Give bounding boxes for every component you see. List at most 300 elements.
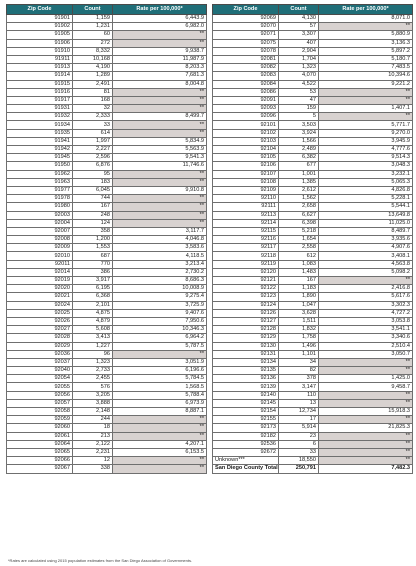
rate-cell: **	[113, 96, 207, 104]
rate-cell: 3,945.9	[319, 137, 413, 145]
zip-code-cell: 92182	[213, 432, 279, 440]
rate-cell: 3,048.3	[319, 162, 413, 170]
table-row	[7, 358, 207, 366]
zip-code-cell: 92128	[213, 326, 279, 334]
zip-code-cell: San Diego County Total	[213, 465, 279, 473]
table-row	[213, 342, 413, 350]
zip-table-left	[6, 4, 207, 474]
rate-cell: 4,777.6	[319, 146, 413, 154]
count-cell: 1,323	[279, 64, 319, 72]
table-row	[7, 129, 207, 137]
rate-cell: 11,746.6	[113, 162, 207, 170]
zip-code-cell: 92081	[213, 55, 279, 63]
count-cell: 1,101	[279, 350, 319, 358]
table-row	[7, 391, 207, 399]
zip-code-cell: 92084	[213, 80, 279, 88]
rate-cell: 2,730.2	[113, 268, 207, 276]
zip-code-cell: 92027	[7, 326, 73, 334]
rate-cell: 8,489.7	[319, 227, 413, 235]
table-row	[213, 244, 413, 252]
zip-code-cell: 92020	[7, 285, 73, 293]
table-row	[213, 137, 413, 145]
count-cell: 6,195	[73, 285, 113, 293]
zip-code-cell: 92115	[213, 227, 279, 235]
zip-code-cell: 92140	[213, 391, 279, 399]
table-row	[7, 88, 207, 96]
count-cell: 6,045	[73, 186, 113, 194]
table-row	[213, 285, 413, 293]
zip-code-cell: 92123	[213, 293, 279, 301]
rate-cell: 5,065.3	[319, 178, 413, 186]
table-row	[213, 424, 413, 432]
rate-cell: 6,153.5	[113, 448, 207, 456]
zip-code-cell: 92067	[7, 465, 73, 473]
count-cell: 6	[279, 440, 319, 448]
rate-cell: **	[113, 416, 207, 424]
zip-code-cell: 92134	[213, 358, 279, 366]
zip-code-cell: 92130	[213, 342, 279, 350]
zip-code-cell: 92058	[7, 408, 73, 416]
count-cell: 6,627	[279, 211, 319, 219]
table-row	[213, 350, 413, 358]
count-cell: 3,503	[279, 121, 319, 129]
zip-code-cell: 92029	[7, 342, 73, 350]
count-cell: 386	[73, 268, 113, 276]
zip-code-cell: 91932	[7, 113, 73, 121]
zip-code-cell: 92105	[213, 154, 279, 162]
table-row	[7, 350, 207, 358]
zip-code-cell: 92103	[213, 137, 279, 145]
rate-cell: 7,681.3	[113, 72, 207, 80]
table-row	[213, 15, 413, 23]
zip-code-cell: 92060	[7, 424, 73, 432]
rate-cell: 5,098.2	[319, 268, 413, 276]
table-row	[7, 383, 207, 391]
table-row	[7, 72, 207, 80]
count-cell: 3,888	[73, 399, 113, 407]
zip-code-cell: 92145	[213, 399, 279, 407]
rate-cell: **	[319, 96, 413, 104]
table-row	[213, 211, 413, 219]
rate-cell: 8,004.8	[113, 80, 207, 88]
rate-cell: 13,649.8	[319, 211, 413, 219]
rate-cell: 6,443.9	[113, 15, 207, 23]
zip-code-cell: 92129	[213, 334, 279, 342]
table-row	[213, 178, 413, 186]
count-cell: 1,890	[279, 293, 319, 301]
table-row	[213, 399, 413, 407]
count-cell: 10,168	[73, 55, 113, 63]
table-row	[213, 457, 413, 465]
count-cell: 3,147	[279, 383, 319, 391]
rate-cell: **	[319, 432, 413, 440]
count-cell: 12	[73, 457, 113, 465]
zip-code-cell: 92082	[213, 64, 279, 72]
count-cell: 1,553	[73, 244, 113, 252]
zip-code-cell: 91945	[7, 154, 73, 162]
zip-code-cell: 92056	[7, 391, 73, 399]
rate-cell: 6,196.6	[113, 367, 207, 375]
count-cell: 57	[279, 23, 319, 31]
zip-code-cell: 91914	[7, 72, 73, 80]
count-cell: 82	[279, 367, 319, 375]
count-cell: 47	[279, 96, 319, 104]
count-cell: 1,083	[279, 260, 319, 268]
rate-cell: 9,541.3	[113, 154, 207, 162]
table-row	[213, 293, 413, 301]
count-cell: 1,231	[73, 23, 113, 31]
rate-cell: 10,394.6	[319, 72, 413, 80]
rate-cell: 9,275.4	[113, 293, 207, 301]
count-cell: 1,562	[279, 195, 319, 203]
count-cell: 168	[73, 96, 113, 104]
count-cell: 159	[279, 105, 319, 113]
count-header: Count	[73, 5, 113, 15]
rate-cell: 9,514.3	[319, 154, 413, 162]
table-row	[7, 39, 207, 47]
zip-code-cell: 92672	[213, 448, 279, 456]
rate-cell: **	[319, 399, 413, 407]
zip-code-cell: 92014	[7, 268, 73, 276]
zip-code-cell: 91902	[7, 23, 73, 31]
table-row	[213, 80, 413, 88]
count-cell: 250,791	[279, 465, 319, 473]
zip-code-cell: 92055	[7, 383, 73, 391]
table-row	[7, 80, 207, 88]
count-cell: 8,332	[73, 47, 113, 55]
table-row	[7, 334, 207, 342]
table-row	[7, 244, 207, 252]
zip-code-cell: 92136	[213, 375, 279, 383]
count-cell: 2,904	[279, 47, 319, 55]
count-cell: 1,227	[73, 342, 113, 350]
rate-cell: 4,563.8	[319, 260, 413, 268]
table-row	[7, 448, 207, 456]
rate-cell: **	[319, 416, 413, 424]
table-row	[213, 23, 413, 31]
table-row	[7, 23, 207, 31]
rate-cell: 10,346.3	[113, 326, 207, 334]
table-row	[213, 260, 413, 268]
count-cell: 33	[73, 121, 113, 129]
table-row	[7, 342, 207, 350]
rate-cell: 9,270.0	[319, 129, 413, 137]
zip-code-cell: 91977	[7, 186, 73, 194]
table-row	[213, 72, 413, 80]
rate-cell: 11,025.0	[319, 219, 413, 227]
table-row	[7, 236, 207, 244]
count-cell: 5,218	[279, 227, 319, 235]
count-cell: 81	[73, 88, 113, 96]
zip-code-cell: 92057	[7, 399, 73, 407]
rate-cell: **	[319, 457, 413, 465]
table-row	[7, 55, 207, 63]
zip-table-right	[212, 4, 413, 474]
zip-code-cell: 92131	[213, 350, 279, 358]
zip-code-cell: 92054	[7, 375, 73, 383]
table-row	[213, 367, 413, 375]
count-cell: 34	[279, 358, 319, 366]
rate-cell: **	[113, 121, 207, 129]
zip-code-cell: 92116	[213, 236, 279, 244]
zip-code-cell: 92102	[213, 129, 279, 137]
zip-code-cell: 91913	[7, 64, 73, 72]
count-cell: 2,558	[279, 244, 319, 252]
rate-cell: 3,935.6	[319, 236, 413, 244]
rate-cell: 8,071.0	[319, 15, 413, 23]
rate-cell: 8,686.3	[113, 277, 207, 285]
rate-cell: 3,340.6	[319, 334, 413, 342]
count-cell: 244	[73, 416, 113, 424]
zip-code-header: Zip Code	[213, 5, 279, 15]
count-cell: 2,227	[73, 146, 113, 154]
rate-cell: 4,907.6	[319, 244, 413, 252]
count-cell: 1,001	[279, 170, 319, 178]
count-cell: 1,483	[279, 268, 319, 276]
count-cell: 1,289	[73, 72, 113, 80]
count-cell: 33	[279, 448, 319, 456]
count-cell: 3,924	[279, 129, 319, 137]
count-cell: 2,733	[73, 367, 113, 375]
rate-cell: **	[113, 195, 207, 203]
count-cell: 248	[73, 211, 113, 219]
table-row	[7, 285, 207, 293]
count-cell: 1,997	[73, 137, 113, 145]
rate-cell: **	[319, 448, 413, 456]
count-cell: 167	[279, 277, 319, 285]
count-cell: 5,608	[73, 326, 113, 334]
rate-cell: 3,050.7	[319, 350, 413, 358]
count-cell: 2,489	[279, 146, 319, 154]
zip-code-cell: 92113	[213, 211, 279, 219]
rate-cell: **	[113, 203, 207, 211]
rate-cell: 3,408.1	[319, 252, 413, 260]
rate-cell: 5,897.2	[319, 47, 413, 55]
zip-code-cell: 91906	[7, 39, 73, 47]
rate-cell: 5,544.1	[319, 203, 413, 211]
count-cell: 1,496	[279, 342, 319, 350]
zip-code-cell: 92155	[213, 416, 279, 424]
table-row	[7, 105, 207, 113]
rate-cell: 3,051.9	[113, 358, 207, 366]
count-cell: 744	[73, 195, 113, 203]
zip-code-cell: 91931	[7, 105, 73, 113]
table-row	[7, 293, 207, 301]
count-cell: 2,658	[279, 203, 319, 211]
count-header: Count	[279, 5, 319, 15]
rate-cell: **	[113, 105, 207, 113]
count-cell: 124	[73, 219, 113, 227]
rate-cell: **	[113, 211, 207, 219]
zip-code-cell: 92135	[213, 367, 279, 375]
count-cell: 110	[279, 391, 319, 399]
count-cell: 3,413	[73, 334, 113, 342]
table-row	[213, 219, 413, 227]
table-row	[7, 15, 207, 23]
table-row	[213, 146, 413, 154]
zip-code-cell: 92122	[213, 285, 279, 293]
count-cell: 6,876	[73, 162, 113, 170]
rate-cell: **	[113, 424, 207, 432]
zip-code-cell: 92154	[213, 408, 279, 416]
table-row	[213, 121, 413, 129]
rate-cell: 3,213.4	[113, 260, 207, 268]
zip-code-cell: 91934	[7, 121, 73, 129]
zip-code-cell: 92078	[213, 47, 279, 55]
zip-code-cell: 92083	[213, 72, 279, 80]
table-row	[213, 448, 413, 456]
count-cell: 407	[279, 39, 319, 47]
rate-cell: 11,987.9	[113, 55, 207, 63]
table-row	[7, 457, 207, 465]
rate-cell: 8,203.3	[113, 64, 207, 72]
zip-code-cell: 92111	[213, 203, 279, 211]
rate-cell: **	[113, 31, 207, 39]
rate-cell: 5,180.7	[319, 55, 413, 63]
zip-code-cell: 91962	[7, 170, 73, 178]
table-row	[213, 358, 413, 366]
count-cell: 1,511	[279, 317, 319, 325]
rate-cell: 3,136.3	[319, 39, 413, 47]
count-cell: 3,917	[73, 277, 113, 285]
table-row	[213, 186, 413, 194]
rate-cell: 7,483.5	[319, 64, 413, 72]
table-row	[7, 465, 207, 473]
table-row	[7, 219, 207, 227]
zip-code-cell: 92028	[7, 334, 73, 342]
zip-code-cell: 91911	[7, 55, 73, 63]
rate-cell: 1,425.0	[319, 375, 413, 383]
count-cell: 4,130	[279, 15, 319, 23]
count-cell: 677	[279, 162, 319, 170]
rate-header: Rate per 100,000*	[113, 5, 207, 15]
table-header-row	[7, 5, 207, 15]
table-row	[213, 326, 413, 334]
table-row	[213, 154, 413, 162]
rate-cell: **	[113, 88, 207, 96]
zip-code-cell: 92026	[7, 317, 73, 325]
count-cell: 612	[279, 252, 319, 260]
table-row	[7, 203, 207, 211]
table-row	[213, 309, 413, 317]
count-cell: 2,122	[73, 440, 113, 448]
count-cell: 53	[279, 88, 319, 96]
count-cell: 1,159	[73, 15, 113, 23]
table-row	[7, 64, 207, 72]
table-row	[7, 47, 207, 55]
table-row	[213, 88, 413, 96]
table-row	[213, 203, 413, 211]
count-cell: 3,628	[279, 309, 319, 317]
rate-cell: 9,938.7	[113, 47, 207, 55]
table-row	[7, 31, 207, 39]
table-row	[213, 277, 413, 285]
count-cell: 183	[73, 178, 113, 186]
count-cell: 3,307	[279, 31, 319, 39]
table-row	[7, 162, 207, 170]
table-row	[7, 178, 207, 186]
rate-cell: 5,788.4	[113, 391, 207, 399]
count-cell: 2,333	[73, 113, 113, 121]
zip-code-cell: 92037	[7, 358, 73, 366]
zip-code-cell: 92064	[7, 440, 73, 448]
count-cell: 378	[279, 375, 319, 383]
rate-cell: 5,228.1	[319, 195, 413, 203]
count-cell: 12,734	[279, 408, 319, 416]
rate-cell: 3,117.7	[113, 227, 207, 235]
rate-cell: 10,008.9	[113, 285, 207, 293]
count-cell: 2,612	[279, 186, 319, 194]
count-cell: 6,398	[279, 219, 319, 227]
table-row	[213, 195, 413, 203]
rate-cell: **	[113, 432, 207, 440]
table-header-row	[213, 5, 413, 15]
zip-code-cell: 91980	[7, 203, 73, 211]
table-row	[213, 129, 413, 137]
table-row	[7, 432, 207, 440]
rate-cell: 5,834.9	[113, 137, 207, 145]
table-row	[7, 317, 207, 325]
table-row	[7, 268, 207, 276]
count-cell: 1,047	[279, 301, 319, 309]
rate-cell: 6,973.9	[113, 399, 207, 407]
count-cell: 95	[73, 170, 113, 178]
count-cell: 2,455	[73, 375, 113, 383]
rate-cell: **	[319, 358, 413, 366]
table-row	[7, 186, 207, 194]
rate-cell: 4,046.8	[113, 236, 207, 244]
zip-code-cell: 92091	[213, 96, 279, 104]
rate-cell: **	[113, 178, 207, 186]
zip-code-cell: 92069	[213, 15, 279, 23]
table-row	[213, 334, 413, 342]
table-row	[213, 432, 413, 440]
zip-code-cell: 92040	[7, 367, 73, 375]
table-row	[7, 440, 207, 448]
count-cell: 213	[73, 432, 113, 440]
count-cell: 1,832	[279, 326, 319, 334]
count-cell: 1,566	[279, 137, 319, 145]
count-cell: 1,385	[279, 178, 319, 186]
count-cell: 2,101	[73, 301, 113, 309]
zip-code-cell: 92011	[7, 260, 73, 268]
zip-code-cell: 91915	[7, 80, 73, 88]
table-row	[213, 375, 413, 383]
rate-cell: 15,918.3	[319, 408, 413, 416]
table-row	[213, 39, 413, 47]
count-cell: 2,491	[73, 80, 113, 88]
rate-cell: 7,950.6	[113, 317, 207, 325]
table-row	[7, 326, 207, 334]
zip-code-cell: 92070	[213, 23, 279, 31]
rate-cell: **	[113, 457, 207, 465]
table-row	[7, 375, 207, 383]
zip-code-cell: 92107	[213, 170, 279, 178]
table-row	[7, 170, 207, 178]
count-cell: 23	[279, 432, 319, 440]
rate-cell: **	[319, 88, 413, 96]
table-row	[7, 137, 207, 145]
zip-code-cell: 92124	[213, 301, 279, 309]
table-row	[7, 211, 207, 219]
count-cell: 18	[73, 424, 113, 432]
zip-code-cell: 91910	[7, 47, 73, 55]
zip-code-cell: 92019	[7, 277, 73, 285]
table-row	[213, 64, 413, 72]
zip-code-header: Zip Code	[7, 5, 73, 15]
zip-code-cell: 92059	[7, 416, 73, 424]
zip-code-cell: 92007	[7, 227, 73, 235]
